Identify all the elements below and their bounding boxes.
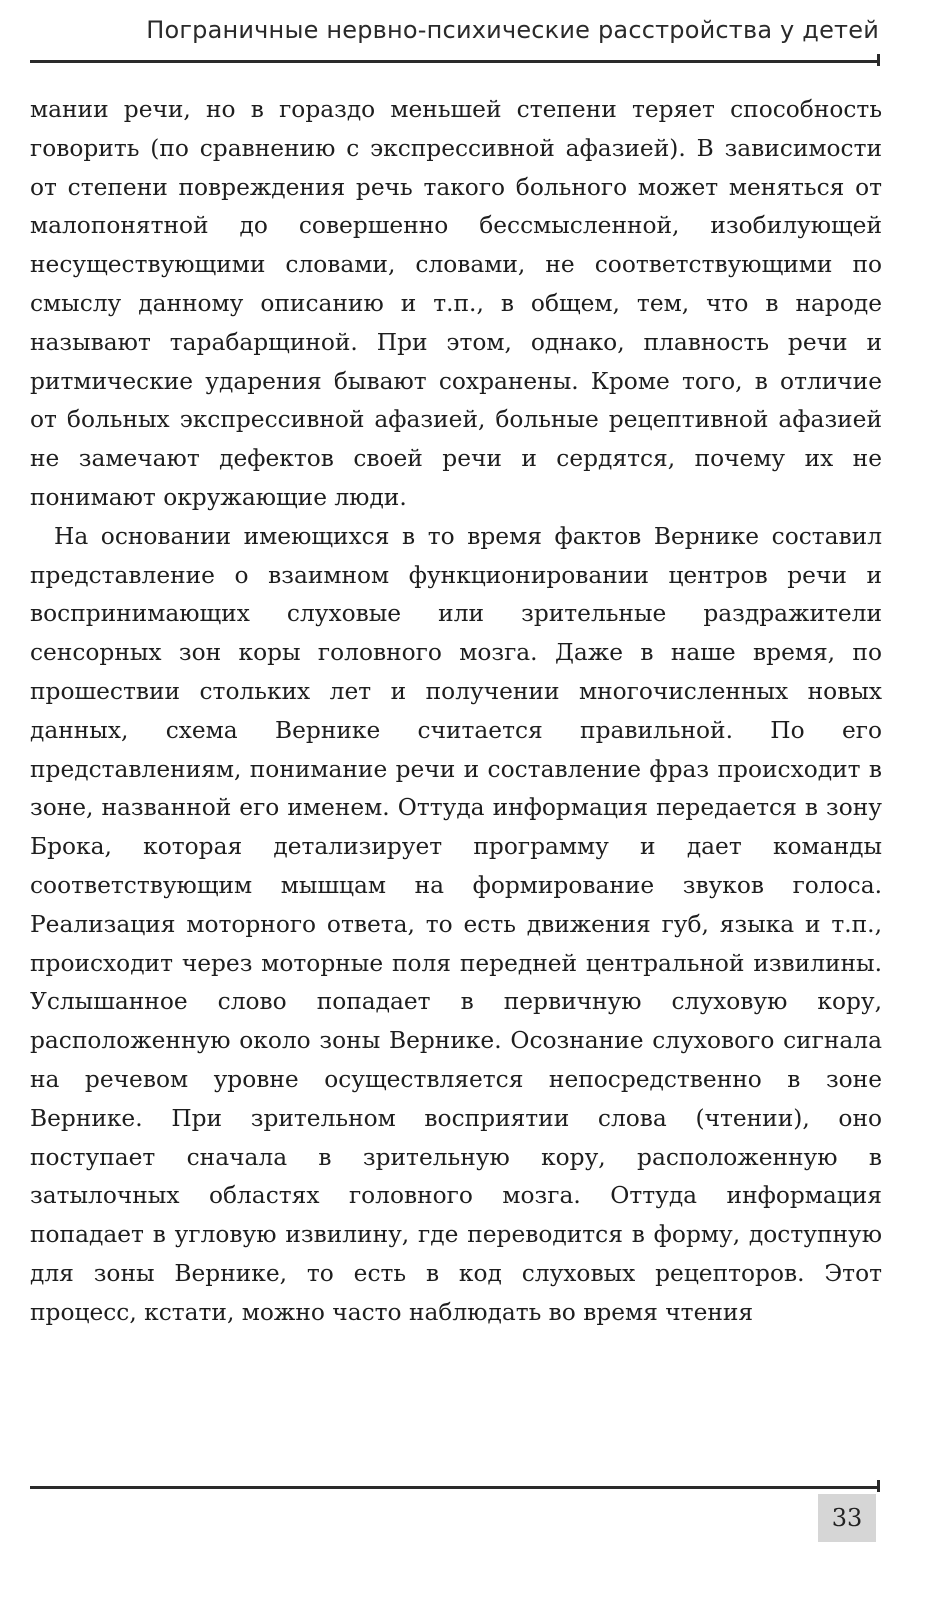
paragraph-wernicke: На основании имеющихся в то время фактов Вернике составил представление о взаимном функционировании центров речи и воспринимающих слуховые или зрительные раздражители сенсорных зон коры головного мозга. Даже в наше время, по прошествии стольких лет и получении многочисленных новых данных, схема Вернике считается правильной. По его представлениям, понимание речи и составление фраз происходит в зоне, названной его именем. Оттуда информация передается в зону Брока, которая детализирует программу и дает команды соответствующим мышцам на формирование звуков голоса. Реализация моторного ответа, то есть движения губ, языка и т.п., происходит через моторные поля передней центральной извилины. Услышанное слово попадает в первичную слуховую кору, расположенную около зоны Вернике. Осознание слухового сигнала на речевом уровне осуществляется непосредственно в зоне Вернике. При зрительном восприятии слова (чтении), оно поступает сначала в зрительную кору, расположенную в затылочных областях головного мозга. Оттуда информация попадает в угловую извилину, где переводится в форму, доступную для зоны Вернике, то есть в код слуховых рецепторов. Этот процесс, кстати, можно часто наблюдать во время чтения [30,522,882,1326]
paragraph-continued: мании речи, но в гораздо меньшей степени теряет способность говорить (по сравнению с экспрессивной афазией). В зависимости от степени повреждения речь такого больного может меняться от малопонятной до совершенно бессмысленной, изобилующей несуществующими словами, словами, не соответствующими по смыслу данному описанию и т.п., в общем, тем, что в народе называют тарабарщиной. При этом, однако, плавность речи и ритмические ударения бывают сохранены. Кроме того, в отличие от больных экспрессивной афазией, больные рецептивной афазией не замечают дефектов своей речи и сердятся, почему их не понимают окружающие люди. [30,96,882,511]
header-rule-tick [877,54,880,66]
main-text [30,91,882,1333]
header-rule [30,60,880,63]
page-number: 33 [831,1504,863,1532]
footer-rule [30,1486,880,1489]
footer-rule-tick [877,1480,880,1492]
running-title: Пограничные нервно-психические расстройства у детей [146,16,879,44]
page-number-box [818,1494,876,1542]
